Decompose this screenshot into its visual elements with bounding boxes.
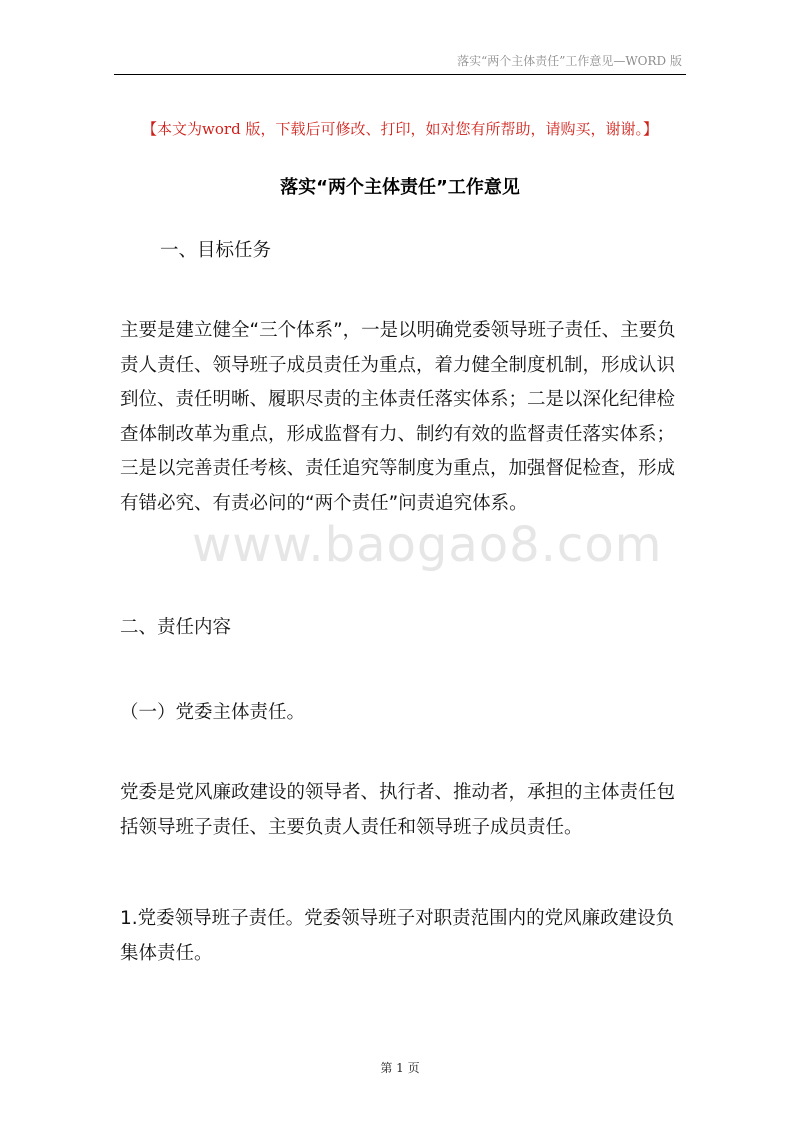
paragraph-line: 三是以完善责任考核、责任追究等制度为重点，加强督促检查，形成	[120, 458, 676, 479]
paragraph-line: 集体责任。	[120, 942, 213, 964]
document-title: 落实“两个主体责任”工作意见	[280, 177, 520, 198]
paragraph-line: 查体制改革为重点，形成监督有力、制约有效的监督责任落实体系；	[120, 423, 676, 445]
heading-text: 一、目标任务	[160, 240, 272, 261]
paragraph-line: 括领导班子责任、主要负责人责任和领导班子成员责任。	[120, 816, 583, 838]
header-divider	[114, 74, 686, 75]
page-number: 第 1 页	[380, 1061, 420, 1075]
paragraph-line: 责人责任、领导班子成员责任为重点，着力健全制度机制，形成认识	[120, 354, 676, 376]
paragraph-line: 有错必究、有责必问的“两个责任”问责追究体系。	[120, 492, 528, 514]
paragraph-line: 党委是党风廉政建设的领导者、执行者、推动者，承担的主体责任包	[120, 782, 676, 803]
paragraph-leadership-responsibility	[120, 902, 690, 971]
paragraph-party-committee	[120, 776, 690, 845]
paragraph-line: 到位、责任明晰、履职尽责的主体责任落实体系；二是以深化纪律检	[120, 389, 676, 410]
watermark: www.baogao8.com	[192, 517, 663, 573]
subsection-heading-1	[120, 696, 690, 731]
heading-text: （一）党委主体责任。	[120, 702, 306, 723]
paragraph-goals	[120, 314, 690, 521]
section-heading-2	[120, 611, 690, 646]
purchase-notice: 【本文为word 版，下载后可修改、打印，如对您有所帮助，请购买，谢谢。】	[142, 120, 658, 138]
paragraph-line: 主要是建立健全“三个体系”，一是以明确党委领导班子责任、主要负	[120, 320, 676, 341]
running-header: 落实“两个主体责任”工作意见—WORD 版	[457, 54, 682, 68]
heading-text: 二、责任内容	[120, 617, 232, 638]
paragraph-line: 1.党委领导班子责任。党委领导班子对职责范围内的党风廉政建设负	[120, 908, 675, 929]
section-heading-1	[160, 234, 730, 269]
